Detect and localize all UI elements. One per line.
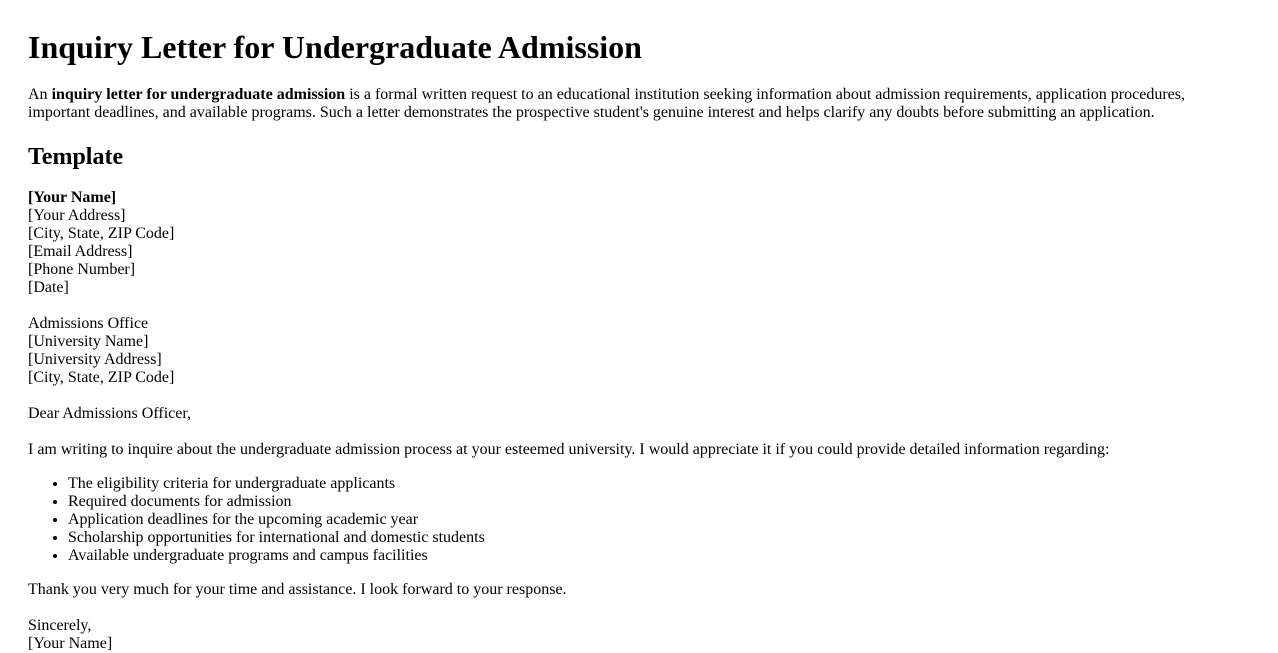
salutation: Dear Admissions Officer, (28, 405, 192, 422)
recipient-university: [University Name] (28, 333, 149, 350)
sender-block (28, 189, 174, 297)
signoff-block (28, 617, 112, 653)
list-item: • Scholarship opportunities for international and domestic students (68, 529, 485, 547)
sender-date: [Date] (28, 279, 69, 296)
intro-paragraph (28, 86, 1228, 122)
intro-rest: is a formal written request to an educational institution seeking information about admission requirements, application procedures, important deadlines, and available programs. Such a letter demonstrates the prospective student's genuine interest and helps clarify any doubts before submitting an application. (28, 86, 1185, 121)
template-heading: Template (28, 144, 124, 170)
closing-paragraph: Thank you very much for your time and assistance. I look forward to your response. (28, 581, 567, 598)
recipient-block (28, 315, 174, 387)
recipient-address: [University Address] (28, 351, 162, 368)
list-item: • Application deadlines for the upcoming academic year (68, 511, 485, 529)
list-item: • Available undergraduate programs and campus facilities (68, 547, 485, 565)
signature-name: [Your Name] (28, 635, 113, 652)
inquiry-list (28, 475, 485, 565)
sender-email: [Email Address] (28, 243, 133, 260)
list-item: • Required documents for admission (68, 493, 485, 511)
sender-city: [City, State, ZIP Code] (28, 225, 175, 242)
sender-phone: [Phone Number] (28, 261, 136, 278)
body-paragraph: I am writing to inquire about the undergraduate admission process at your esteemed university. I would appreciate it if you could provide detailed information regarding: (28, 441, 1110, 458)
list-item: • The eligibility criteria for undergraduate applicants (68, 475, 485, 493)
recipient-city: [City, State, ZIP Code] (28, 369, 175, 386)
page-title: Inquiry Letter for Undergraduate Admission (28, 29, 642, 65)
sender-name: [Your Name] (28, 189, 117, 206)
sender-address: [Your Address] (28, 207, 126, 224)
intro-lead: An (28, 86, 52, 103)
recipient-office: Admissions Office (28, 315, 149, 332)
signoff: Sincerely, (28, 617, 92, 634)
intro-bold-term: inquiry letter for undergraduate admission (51, 86, 346, 103)
